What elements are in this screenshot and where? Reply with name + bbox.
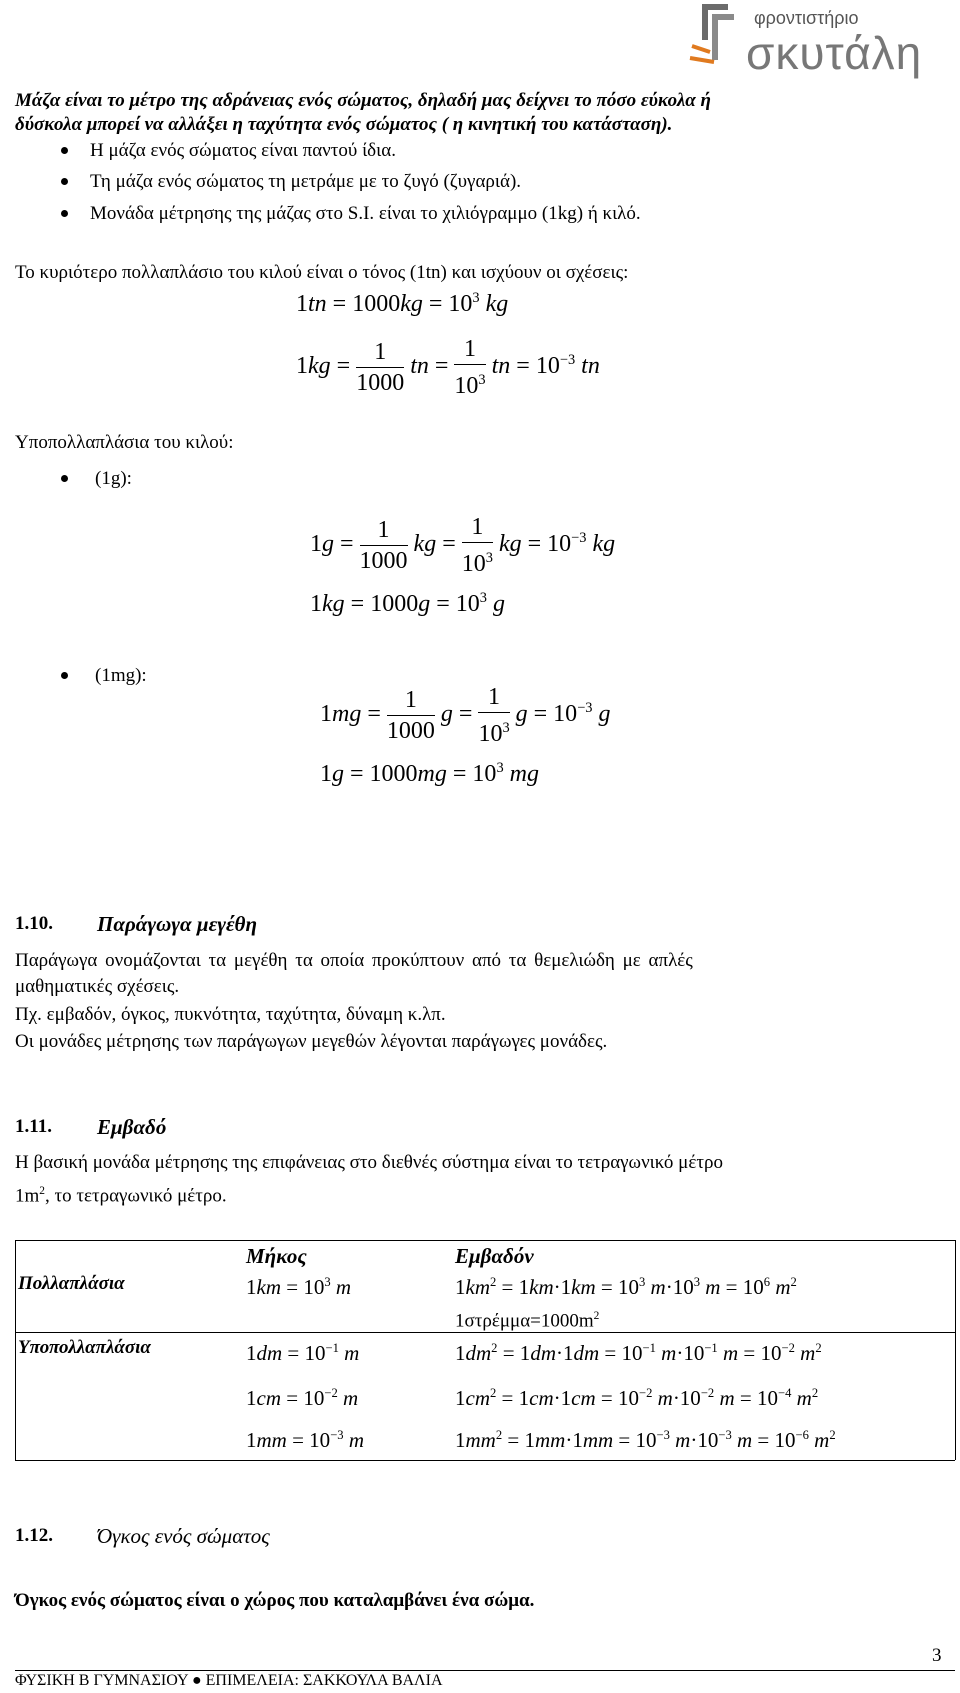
logo-mark-icon bbox=[684, 0, 744, 80]
bullet-icon bbox=[61, 672, 68, 679]
logo bbox=[684, 0, 960, 80]
cell-mm-length: $1mm = 10^{-3}$ m bbox=[246, 1428, 365, 1452]
volume-definition: Όγκος ενός σώματος είναι ο χώρος που καταλαμβάνει ένα σώμα. bbox=[15, 1590, 535, 1611]
bullet-icon bbox=[61, 210, 68, 217]
section-110-number: 1.10. bbox=[15, 913, 53, 934]
ton-relation-text: Το κυριότερο πολλαπλάσιο του κιλού είναι ο τόνος (1tn) και ισχύουν οι σχέσεις: bbox=[15, 262, 629, 283]
section-111-title: Εμβαδό bbox=[97, 1115, 167, 1139]
section-110-line3: Πχ. εμβαδόν, όγκος, πυκνότητα, ταχύτητα, δύναμη κ.λπ. bbox=[15, 1004, 446, 1025]
mass-definition-line1: Μάζα είναι το μέτρο της αδράνειας ενός σώματος, δηλαδή μας δείχνει το πόσο εύκολα ή bbox=[15, 90, 711, 111]
bullet-icon bbox=[61, 178, 68, 185]
equation-kg-g: $1kg = 1000g = 10^3$ g bbox=[310, 590, 505, 617]
cell-km-length: $1km = 10^3$ m bbox=[246, 1275, 352, 1299]
equation-g-mg: $1g = 1000mg = 10^3$ mg bbox=[320, 760, 539, 787]
equation-ton-kg: $1tn = 1000kg = 10^3$ kg bbox=[296, 290, 509, 317]
table-top-border bbox=[15, 1240, 955, 1241]
section-112-number: 1.12. bbox=[15, 1525, 53, 1546]
section-111-number: 1.11. bbox=[15, 1116, 52, 1137]
gram-label: (1g): bbox=[95, 468, 132, 489]
section-110-line2: μαθηματικές σχέσεις. bbox=[15, 976, 180, 997]
section-110-line4: Οι μονάδες μέτρησης των παράγωγων μεγεθών λέγονται παράγωγες μονάδες. bbox=[15, 1031, 608, 1052]
equation-kg-ton: 1kg = $\frac{1}{1000}$ tn = $\frac{1}{10^3}$ tn = $10^{-3}$ tn bbox=[296, 336, 600, 399]
cell-dm-area: $1dm^2 = 1dm\cdot 1dm = 10^{-1}$ $m\cdot 10^{-1}$ $m = 10^{-2}$ $m^2$ bbox=[455, 1341, 822, 1365]
section-110-line1: Παράγωγα ονομάζονται τα μεγέθη τα οποία προκύπτουν από τα θεμελιώδη με απλές bbox=[15, 950, 693, 971]
section-110-title: Παράγωγα μεγέθη bbox=[97, 912, 257, 936]
cell-stremma: $1\sigma\tau\rho έ\mu\mu\alpha=1000m^2$ bbox=[455, 1310, 600, 1332]
section-111-line1: Η βασική μονάδα μέτρησης της επιφάνειας στο διεθνές σύστημα είναι το τετραγωνικό μέτρο bbox=[15, 1152, 723, 1173]
cell-cm-area: $1cm^2 = 1cm\cdot 1cm = 10^{-2}$ $m\cdot 10^{-2}$ $m = 10^{-4}$ $m^2$ bbox=[455, 1386, 819, 1410]
table-header-length: Μήκος bbox=[246, 1244, 307, 1268]
bullet-text: Η μάζα ενός σώματος είναι παντού ίδια. bbox=[90, 140, 396, 161]
table-row-divider bbox=[15, 1332, 955, 1333]
bullet-text: Μονάδα μέτρησης της μάζας στο S.I. είναι το χιλιόγραμμο (1kg) ή κιλό. bbox=[90, 203, 641, 224]
footer-text: ΦΥΣΙΚΗ Β ΓΥΜΝΑΣΙΟΥ ● ΕΠΙΜΕΛΕΙΑ: ΣΑΚΚΟΥΛΑ ΒΑΛΙΑ bbox=[15, 1672, 443, 1689]
page-number: 3 bbox=[932, 1645, 942, 1666]
footer-rule bbox=[15, 1670, 955, 1671]
cell-dm-length: $1dm = 10^{-1}$ m bbox=[246, 1341, 360, 1365]
table-left-border bbox=[15, 1240, 16, 1460]
section-111-line2: $1m^2$, το τετραγωνικό μέτρο. bbox=[15, 1185, 227, 1207]
logo-big-text: σκυτάλη bbox=[746, 27, 923, 79]
cell-km-area: $1km^2 = 1km\cdot 1km = 10^3$ $m\cdot 10^3$ $m = 10^6$ $m^2$ bbox=[455, 1275, 797, 1299]
table-row-submultiples: Υποπολλαπλάσια bbox=[18, 1337, 151, 1358]
bullet-icon bbox=[61, 147, 68, 154]
section-112-title: Όγκος ενός σώματος bbox=[97, 1524, 270, 1548]
cell-cm-length: $1cm = 10^{-2}$ m bbox=[246, 1386, 359, 1410]
equation-mg-g: 1mg = $\frac{1}{1000}$ g = $\frac{1}{10^3}$ $g = 10^{-3}$ g bbox=[320, 684, 611, 747]
bullet-text: Τη μάζα ενός σώματος τη μετράμε με το ζυγό (ζυγαριά). bbox=[90, 171, 522, 192]
submultiples-title: Υποπολλαπλάσια του κιλού: bbox=[15, 432, 234, 453]
milligram-label: (1mg): bbox=[95, 665, 147, 686]
table-header-area: Εμβαδόν bbox=[455, 1244, 534, 1268]
cell-mm-area: $1mm^2 = 1mm\cdot 1mm = 10^{-3}$ $m\cdot 10^{-3}$ $m = 10^{-6}$ $m^2$ bbox=[455, 1428, 836, 1452]
logo-small-text: φροντιστήριο bbox=[754, 8, 859, 28]
table-row-multiples: Πολλαπλάσια bbox=[18, 1273, 125, 1294]
table-right-border bbox=[955, 1240, 956, 1460]
bullet-icon bbox=[61, 475, 68, 482]
table-bottom-border bbox=[15, 1460, 955, 1461]
equation-g-kg: 1g = $\frac{1}{1000}$ kg = $\frac{1}{10^3}$ kg = $10^{-3}$ kg bbox=[310, 514, 616, 577]
mass-definition-line2: δύσκολα μπορεί να αλλάξει η ταχύτητα ενός σώματος ( η κινητική του κατάσταση). bbox=[15, 114, 673, 135]
